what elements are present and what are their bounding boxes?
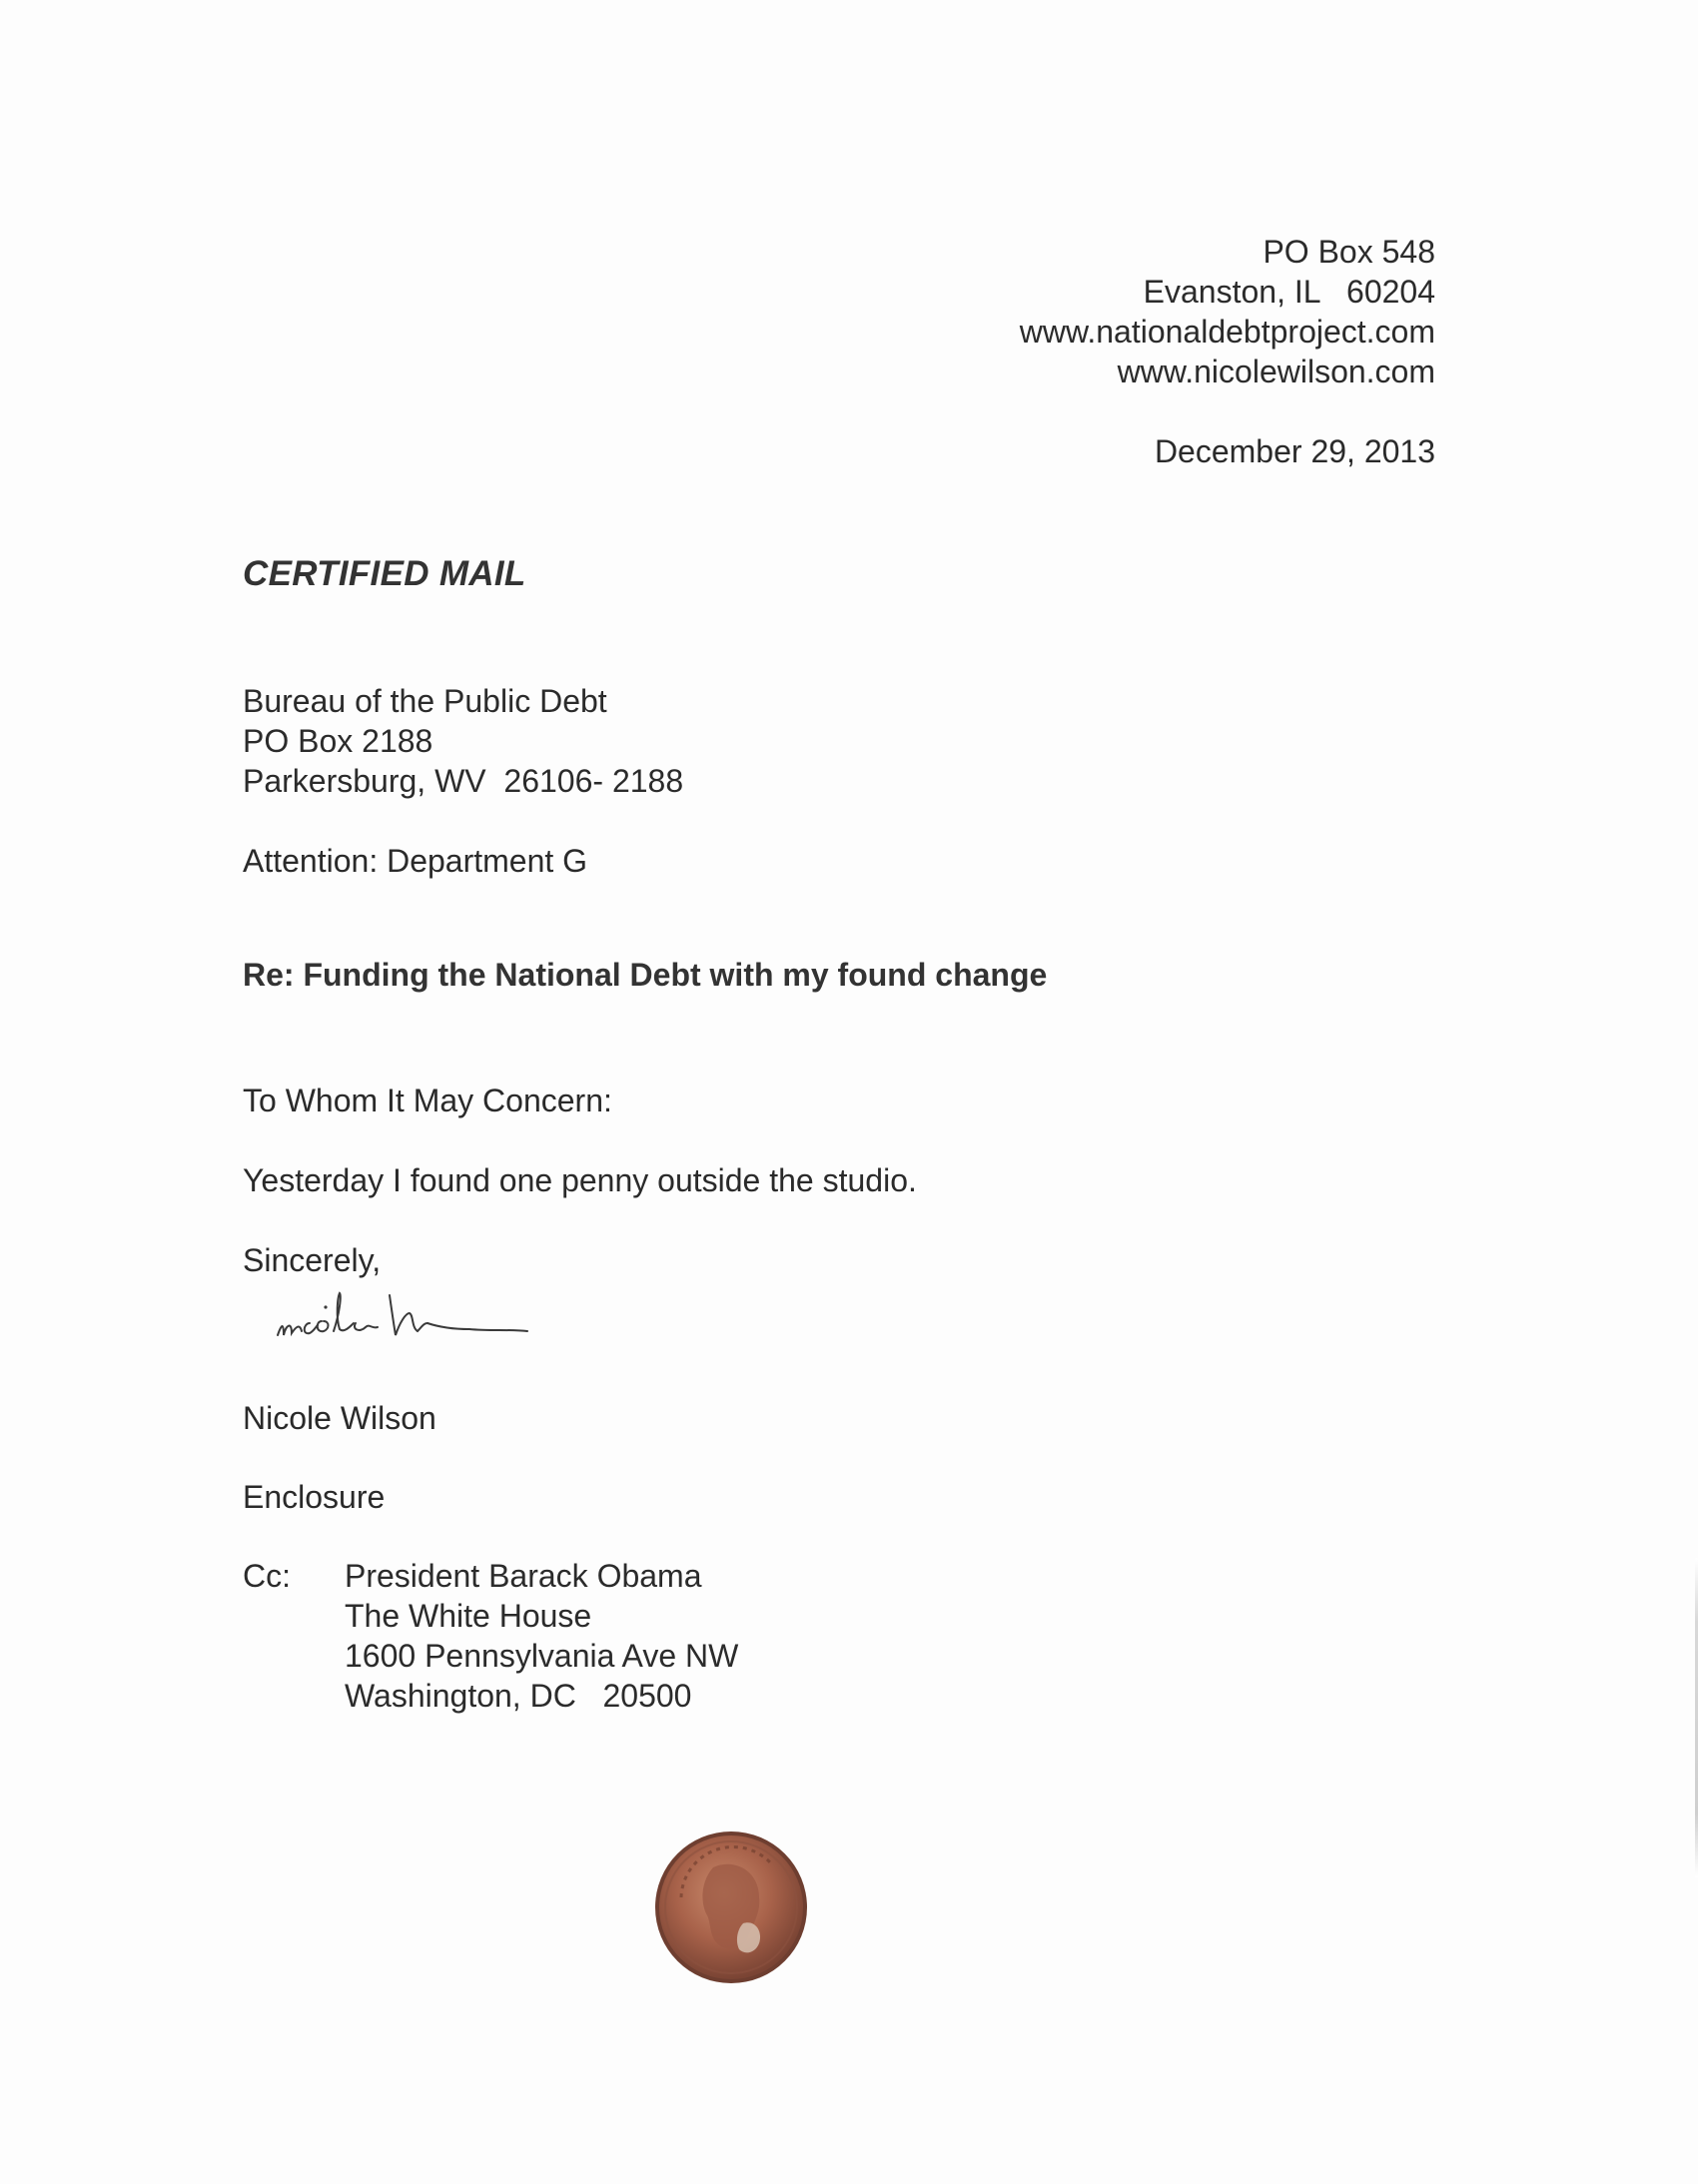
cc-org: The White House: [345, 1598, 592, 1634]
delivery-method: CERTIFIED MAIL: [243, 554, 526, 593]
cc-street: 1600 Pennsylvania Ave NW: [345, 1638, 739, 1674]
recipient-city-line: Parkersburg, WV 26106- 2188: [243, 763, 684, 799]
cc-label: Cc:: [243, 1558, 291, 1594]
cc-name: President Barack Obama: [345, 1558, 702, 1594]
cc-address: [345, 1556, 738, 1716]
salutation: To Whom It May Concern:: [243, 1083, 612, 1118]
sender-website-1: www.nationaldebtproject.com: [1019, 314, 1435, 350]
letter-body: Yesterday I found one penny outside the studio.: [243, 1162, 917, 1198]
handwritten-signature: [270, 1283, 639, 1363]
subject-line: Re: Funding the National Debt with my found change: [243, 957, 1048, 993]
sender-city-line: Evanston, IL 60204: [1143, 274, 1435, 310]
closing: Sincerely,: [243, 1242, 382, 1278]
cc-city-line: Washington, DC 20500: [345, 1678, 692, 1714]
attention-line: Attention: Department G: [243, 843, 588, 879]
recipient-address: [243, 681, 683, 801]
letter-date: December 29, 2013: [1154, 433, 1435, 469]
recipient-po-box: PO Box 2188: [243, 723, 433, 759]
penny-coin-image: [651, 1827, 811, 1987]
sender-website-2: www.nicolewilson.com: [1117, 354, 1435, 389]
sender-address: [1020, 232, 1435, 391]
enclosure-note: Enclosure: [243, 1479, 386, 1515]
signer-name: Nicole Wilson: [243, 1400, 436, 1436]
sender-po-box: PO Box 548: [1263, 234, 1435, 270]
recipient-name: Bureau of the Public Debt: [243, 683, 607, 719]
